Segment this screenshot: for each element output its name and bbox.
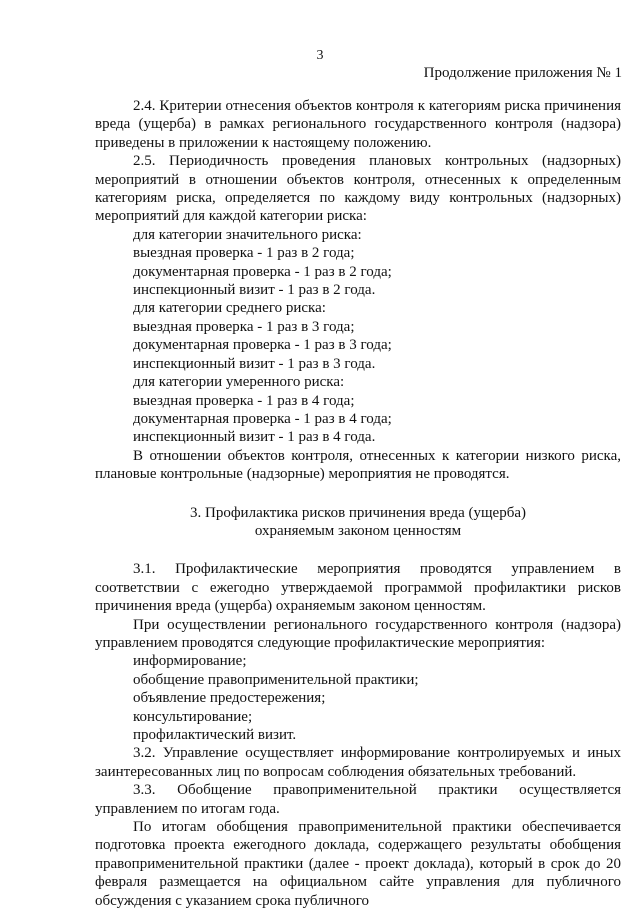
risk-list-item: инспекционный визит - 1 раз в 3 года. [133,355,376,372]
risk-category-heading-significant: для категории значительного риска: [133,226,362,243]
section-3-title-line-2: охраняемым законом ценностям [254,522,462,539]
risk-list-item: инспекционный визит - 1 раз в 2 года. [133,282,376,299]
section-3-heading [95,504,621,541]
risk-list-item: документарная проверка - 1 раз в 4 года; [133,410,392,427]
continuation-label: Продолжение приложения № 1 [423,65,622,81]
paragraph-3-3-report: По итогам обобщения правоприменительной практики обеспечивается подготовка проекта ежегодного доклада, содержащего результаты обобщения правоприменительной практики (далее - проект доклада), который в срок до 20 февраля размещается на официальном сайте управления для публичного обсуждения с указанием срока публичного [95,819,621,909]
risk-list-item: выездная проверка - 1 раз в 4 года; [133,392,355,409]
paragraph-3-1-measures-intro: При осуществлении регионального государственного контроля (надзора) управлением проводятся следующие профилактические мероприятия: [95,616,621,651]
measure-item: обобщение правоприменительной практики; [133,671,419,688]
risk-list-item: инспекционный визит - 1 раз в 4 года. [133,429,376,446]
risk-list-item: выездная проверка - 1 раз в 3 года; [133,318,355,335]
paragraph-3-3: 3.3. Обобщение правоприменительной практики осуществляется управлением по итогам года. [95,782,621,817]
risk-list-item: документарная проверка - 1 раз в 2 года; [133,263,392,280]
paragraph-3-1: 3.1. Профилактические мероприятия проводятся управлением в соответствии с ежегодно утверждаемой программой профилактики рисков причинения вреда (ущерба) охраняемым законом ценностям. [95,561,621,615]
paragraph-low-risk: В отношении объектов контроля, отнесенных к категории низкого риска, плановые контрольные (надзорные) мероприятия не проводятся. [95,447,621,483]
measure-item: профилактический визит. [133,727,297,743]
measure-item: информирование; [133,653,247,670]
risk-list-item: выездная проверка - 1 раз в 2 года; [133,245,355,262]
measure-item: консультирование; [133,708,253,725]
section-3-title-line-1: 3. Профилактика рисков причинения вреда (ущерба) [190,504,526,521]
document-body [95,97,621,910]
paragraph-2-5: 2.5. Периодичность проведения плановых контрольных (надзорных) мероприятий в отношении объектов контроля, отнесенных к определенным категориям риска, определяется по каждому виду контрольных (надзорных) мероприятий для каждой категории риска: [95,153,621,225]
paragraph-3-2: 3.2. Управление осуществляет информирование контролируемых и иных заинтересованных лиц по вопросам соблюдения обязательных требований. [95,745,621,780]
risk-category-heading-moderate: для категории умеренного риска: [133,374,345,391]
measure-item: объявление предостережения; [133,690,326,707]
paragraph-2-4: 2.4. Критерии отнесения объектов контроля к категориям риска причинения вреда (ущерба) в рамках регионального государственного контроля (надзора) приведены в приложении к настоящему положению. [95,98,621,151]
risk-category-heading-medium: для категории среднего риска: [133,300,326,317]
risk-list-item: документарная проверка - 1 раз в 3 года; [133,337,392,354]
page-number: 3 [316,48,324,63]
